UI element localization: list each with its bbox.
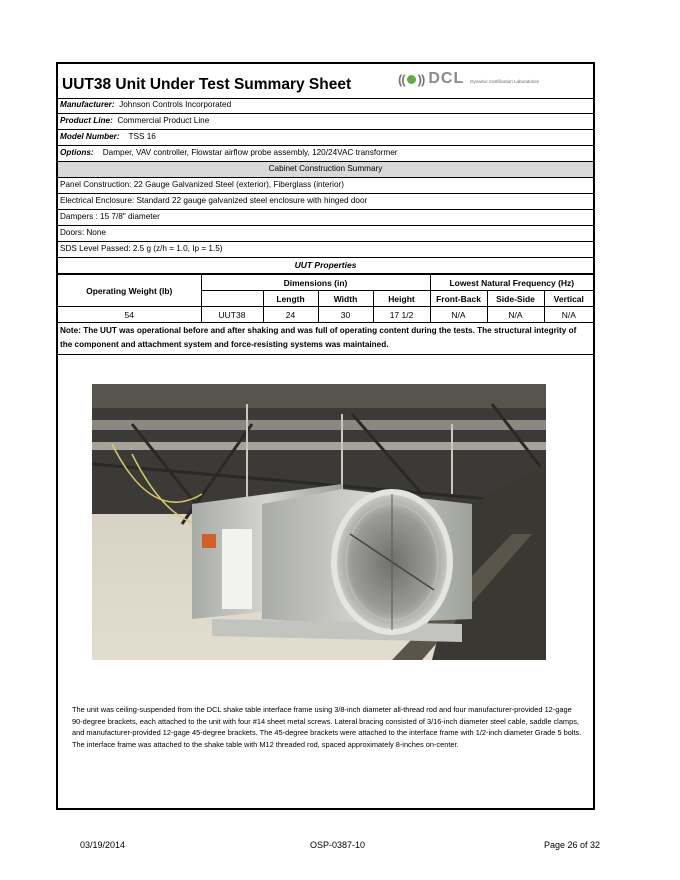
manufacturer-label: Manufacturer: bbox=[60, 100, 115, 109]
logo-right-arcs: )) bbox=[417, 71, 425, 87]
table-cell: 24 bbox=[263, 307, 318, 323]
product-line-label: Product Line: bbox=[60, 116, 113, 125]
column-header: Front-Back bbox=[430, 291, 487, 307]
test-note: Note: The UUT was operational before and after shaking and was full of operating content during the tests. The structural integrity of the component and attachment system and force-resisting systems was maintained. bbox=[60, 326, 577, 349]
page-title: UUT38 Unit Under Test Summary Sheet bbox=[62, 76, 352, 93]
photo-caption: The unit was ceiling-suspended from the DCL shake table interface frame using 3/8-inch diameter all-thread rod and four manufacturer-provided 12-gage 90-degree brackets, each attached to the unit with four #14 sheet metal screws. Lateral bracing consisted of 3/16-inch diameter steel cable, saddle clamps, and manufacturer-provided 12-gage 45-degree brackets. The 45-degree brackets were attached to the interface frame with 1/2-inch diameter Grade 5 bolts. The interface frame was attached to the shake table with M12 threaded rod, spaced approximately 8-inches on-center. bbox=[72, 705, 582, 749]
product-line-value: Commercial Product Line bbox=[117, 116, 210, 125]
options-value: Damper, VAV controller, Flowstar airflow probe assembly, 120/24VAC transformer bbox=[102, 148, 398, 157]
uut-photo bbox=[92, 384, 546, 660]
cabinet-heading: Cabinet Construction Summary bbox=[58, 162, 593, 178]
doors: Doors: None bbox=[58, 226, 593, 242]
footer-doc-number: OSP-0387-10 bbox=[310, 840, 366, 850]
logo-left-arcs: (( bbox=[398, 71, 405, 87]
title-row bbox=[58, 64, 593, 99]
column-header: Width bbox=[318, 291, 373, 307]
sds-level: SDS Level Passed: 2.5 g (z/h = 1.0, Ip = 1.5) bbox=[58, 242, 593, 258]
model-number-value: TSS 16 bbox=[128, 132, 156, 141]
column-header: Vertical bbox=[544, 291, 593, 307]
logo-green-dot bbox=[407, 75, 416, 84]
product-line-row bbox=[58, 114, 593, 130]
table-cell: 30 bbox=[318, 307, 373, 323]
logo-subtitle: Dynamic Certification Laboratories bbox=[470, 79, 540, 84]
table-cell: 54 bbox=[58, 307, 201, 323]
note-divider bbox=[58, 354, 593, 355]
manufacturer-value: Johnson Controls Incorporated bbox=[119, 100, 232, 109]
column-header: Side-Side bbox=[487, 291, 544, 307]
dampers: Dampers : 15 7/8" diameter bbox=[58, 210, 593, 226]
operating-weight-header: Operating Weight (lb) bbox=[58, 275, 201, 307]
footer-date: 03/19/2014 bbox=[80, 840, 126, 850]
frequency-header: Lowest Natural Frequency (Hz) bbox=[430, 275, 593, 291]
table-cell: 17 1/2 bbox=[373, 307, 430, 323]
uut-properties-heading: UUT Properties bbox=[58, 258, 593, 274]
column-header: Length bbox=[263, 291, 318, 307]
model-number-row bbox=[58, 130, 593, 146]
dimensions-header: Dimensions (in) bbox=[201, 275, 430, 291]
electrical-enclosure: Electrical Enclosure: Standard 22 gauge galvanized steel enclosure with hinged door bbox=[58, 194, 593, 210]
table-row bbox=[58, 307, 593, 323]
blank-header-cell bbox=[201, 291, 263, 307]
uut-photo-image bbox=[92, 384, 546, 660]
column-header: Height bbox=[373, 291, 430, 307]
table-cell: N/A bbox=[544, 307, 593, 323]
options-row bbox=[58, 146, 593, 162]
properties-table bbox=[58, 274, 593, 323]
model-number-label: Model Number: bbox=[60, 132, 120, 141]
table-cell: UUT38 bbox=[201, 307, 263, 323]
table-cell: N/A bbox=[487, 307, 544, 323]
panel-construction: Panel Construction: 22 Gauge Galvanized Steel (exterior), Fiberglass (interior) bbox=[58, 178, 593, 194]
footer-page-number: Page 26 of 32 bbox=[544, 840, 601, 850]
manufacturer-row bbox=[58, 98, 593, 114]
dcl-logo bbox=[398, 68, 539, 90]
table-cell: N/A bbox=[430, 307, 487, 323]
options-label: Options: bbox=[60, 148, 94, 157]
logo-text: DCL bbox=[428, 70, 465, 87]
summary-sheet bbox=[56, 62, 595, 810]
